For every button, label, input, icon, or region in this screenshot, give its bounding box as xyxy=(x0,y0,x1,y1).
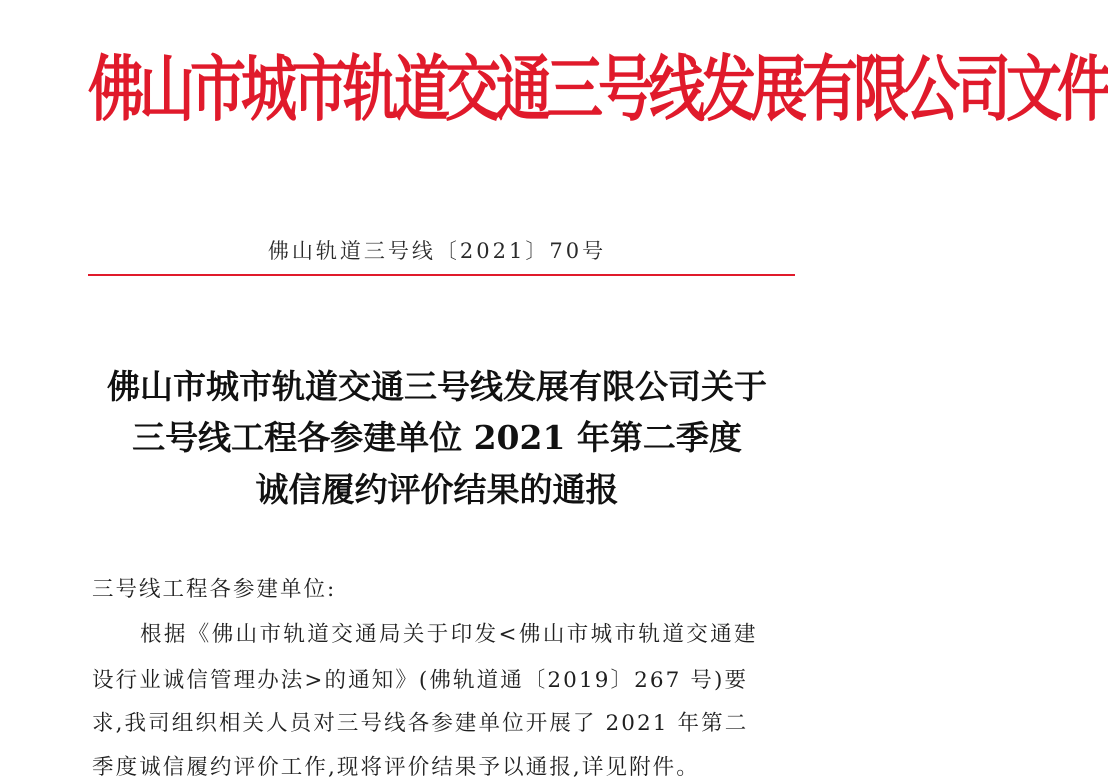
body-line-3: 求,我司组织相关人员对三号线各参建单位开展了 2021 年第二 xyxy=(92,711,749,736)
salutation: 三号线工程各参建单位: xyxy=(92,577,337,602)
document-number: 佛山轨道三号线〔2021〕70号 xyxy=(267,239,607,263)
document-masthead: 佛山市城市轨道交通三号线发展有限公司文件 xyxy=(88,48,1108,132)
title-line-3: 诚信履约评价结果的通报 xyxy=(255,470,619,509)
body-line-4: 季度诚信履约评价工作,现将评价结果予以通报,详见附件。 xyxy=(92,755,700,780)
title-line-2: 三号线工程各参建单位 2021 年第二季度 xyxy=(132,418,742,457)
title-line-1: 佛山市城市轨道交通三号线发展有限公司关于 xyxy=(107,367,767,406)
red-divider xyxy=(88,274,795,276)
body-line-1: 根据《佛山市轨道交通局关于印发<佛山市城市轨道交通建 xyxy=(140,622,758,647)
body-line-2: 设行业诚信管理办法>的通知》(佛轨道通〔2019〕267 号)要 xyxy=(92,668,749,693)
